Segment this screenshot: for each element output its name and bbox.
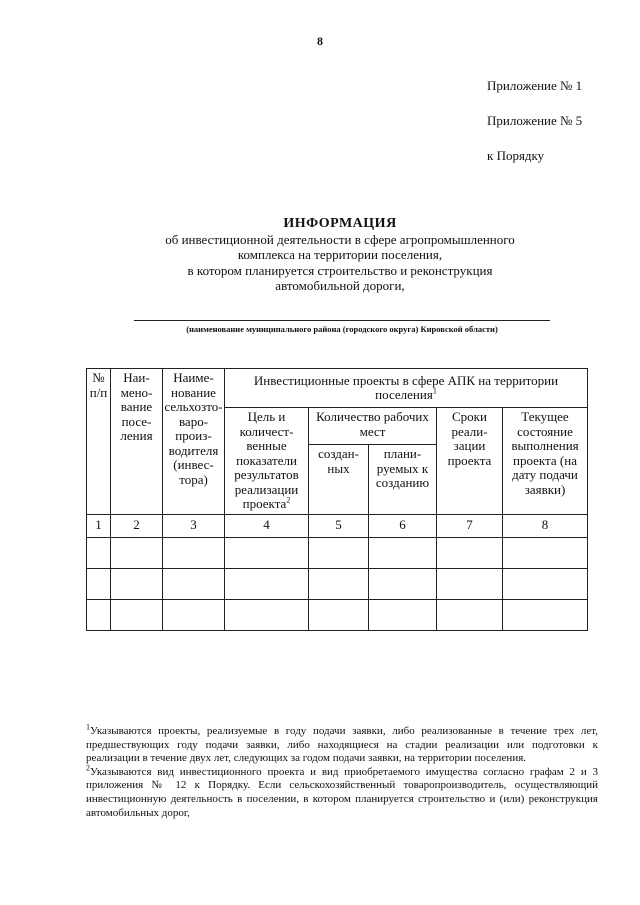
header-settlement: Наименование поселения xyxy=(111,369,163,515)
annex-line-1: Приложение № 1 xyxy=(487,78,583,93)
col-num-1: 1 xyxy=(87,514,111,537)
fill-in-line xyxy=(134,320,550,321)
title-line-1: об инвестиционной деятельности в сфере агропромышленного xyxy=(165,231,515,247)
header-jobs-created: созданных xyxy=(309,445,369,515)
header-status: Текущее состояние выполнения проекта (на дату подачи заявки) xyxy=(503,408,588,515)
col-num-6: 6 xyxy=(369,514,437,537)
table-row xyxy=(87,537,588,568)
footnote-1-marker: 1 xyxy=(86,722,90,732)
header-terms: Сроки реализации проекта xyxy=(437,408,503,515)
column-number-row xyxy=(87,514,588,537)
col-num-7: 7 xyxy=(437,514,503,537)
header-goal xyxy=(225,408,309,515)
fill-in-caption: (наименование муниципального района (городского округа) Кировской области) xyxy=(186,324,498,334)
header-jobs-planned: планируемых к созданию xyxy=(369,445,437,515)
header-group-text: Инвестиционные проекты в сфере АПК на территории поселения xyxy=(253,372,559,402)
footnote-2-text: Указываются вид инвестиционного проекта и вид приобретаемого имущества согласно графам 2 и 3 приложения № 12 к Порядку. Если сельскохозяйственный товаропроизводитель, осуществляющий инвестиционную деятельность в поселении, в котором планируется строительство и (или) реконструкция автомобильных дорог, xyxy=(86,765,598,819)
footnote-1 xyxy=(86,722,598,766)
footnote-1-text: Указываются проекты, реализуемые в году подачи заявки, либо реализованные в течение трех лет, предшествующих году подачи заявки, либо находящиеся на стадии реализации или подготовки к реализации в течение двух лет, следующих за годом подачи заявки, на территории поселения. xyxy=(86,725,598,765)
header-producer: Наименование сельхозтоваропроизводителя (инвестора) xyxy=(163,369,225,515)
col-num-2: 2 xyxy=(111,514,163,537)
footnote-ref-2: 2 xyxy=(286,495,291,505)
header-row-1 xyxy=(87,369,588,408)
table-row xyxy=(87,599,588,630)
col-num-4: 4 xyxy=(225,514,309,537)
table-row xyxy=(87,568,588,599)
title-line-3: в котором планируется строительство и реконструкция xyxy=(187,262,493,278)
footnote-ref-1: 1 xyxy=(432,386,437,396)
col-num-5: 5 xyxy=(309,514,369,537)
title-line-2: комплекса на территории поселения, xyxy=(237,247,443,262)
col-num-3: 3 xyxy=(163,514,225,537)
header-goal-text: Цель и количественные показатели результатов реализации проекта xyxy=(234,409,299,511)
title-line-4: автомобильной дороги, xyxy=(275,278,405,293)
col-num-8: 8 xyxy=(503,514,588,537)
header-number: № п/п xyxy=(87,369,111,515)
investment-projects-table xyxy=(86,368,588,631)
document-title xyxy=(120,216,560,294)
page-number: 8 xyxy=(317,34,323,48)
annex-line-2: Приложение № 5 xyxy=(487,113,583,128)
footnote-2 xyxy=(86,763,598,820)
title-heading: ИНФОРМАЦИЯ xyxy=(283,216,397,231)
header-jobs: Количество рабочих мест xyxy=(309,408,437,445)
footnote-2-marker: 2 xyxy=(86,763,90,773)
header-investment-projects xyxy=(225,369,588,408)
annex-line-3: к Порядку xyxy=(487,148,545,163)
footnotes xyxy=(86,722,598,820)
